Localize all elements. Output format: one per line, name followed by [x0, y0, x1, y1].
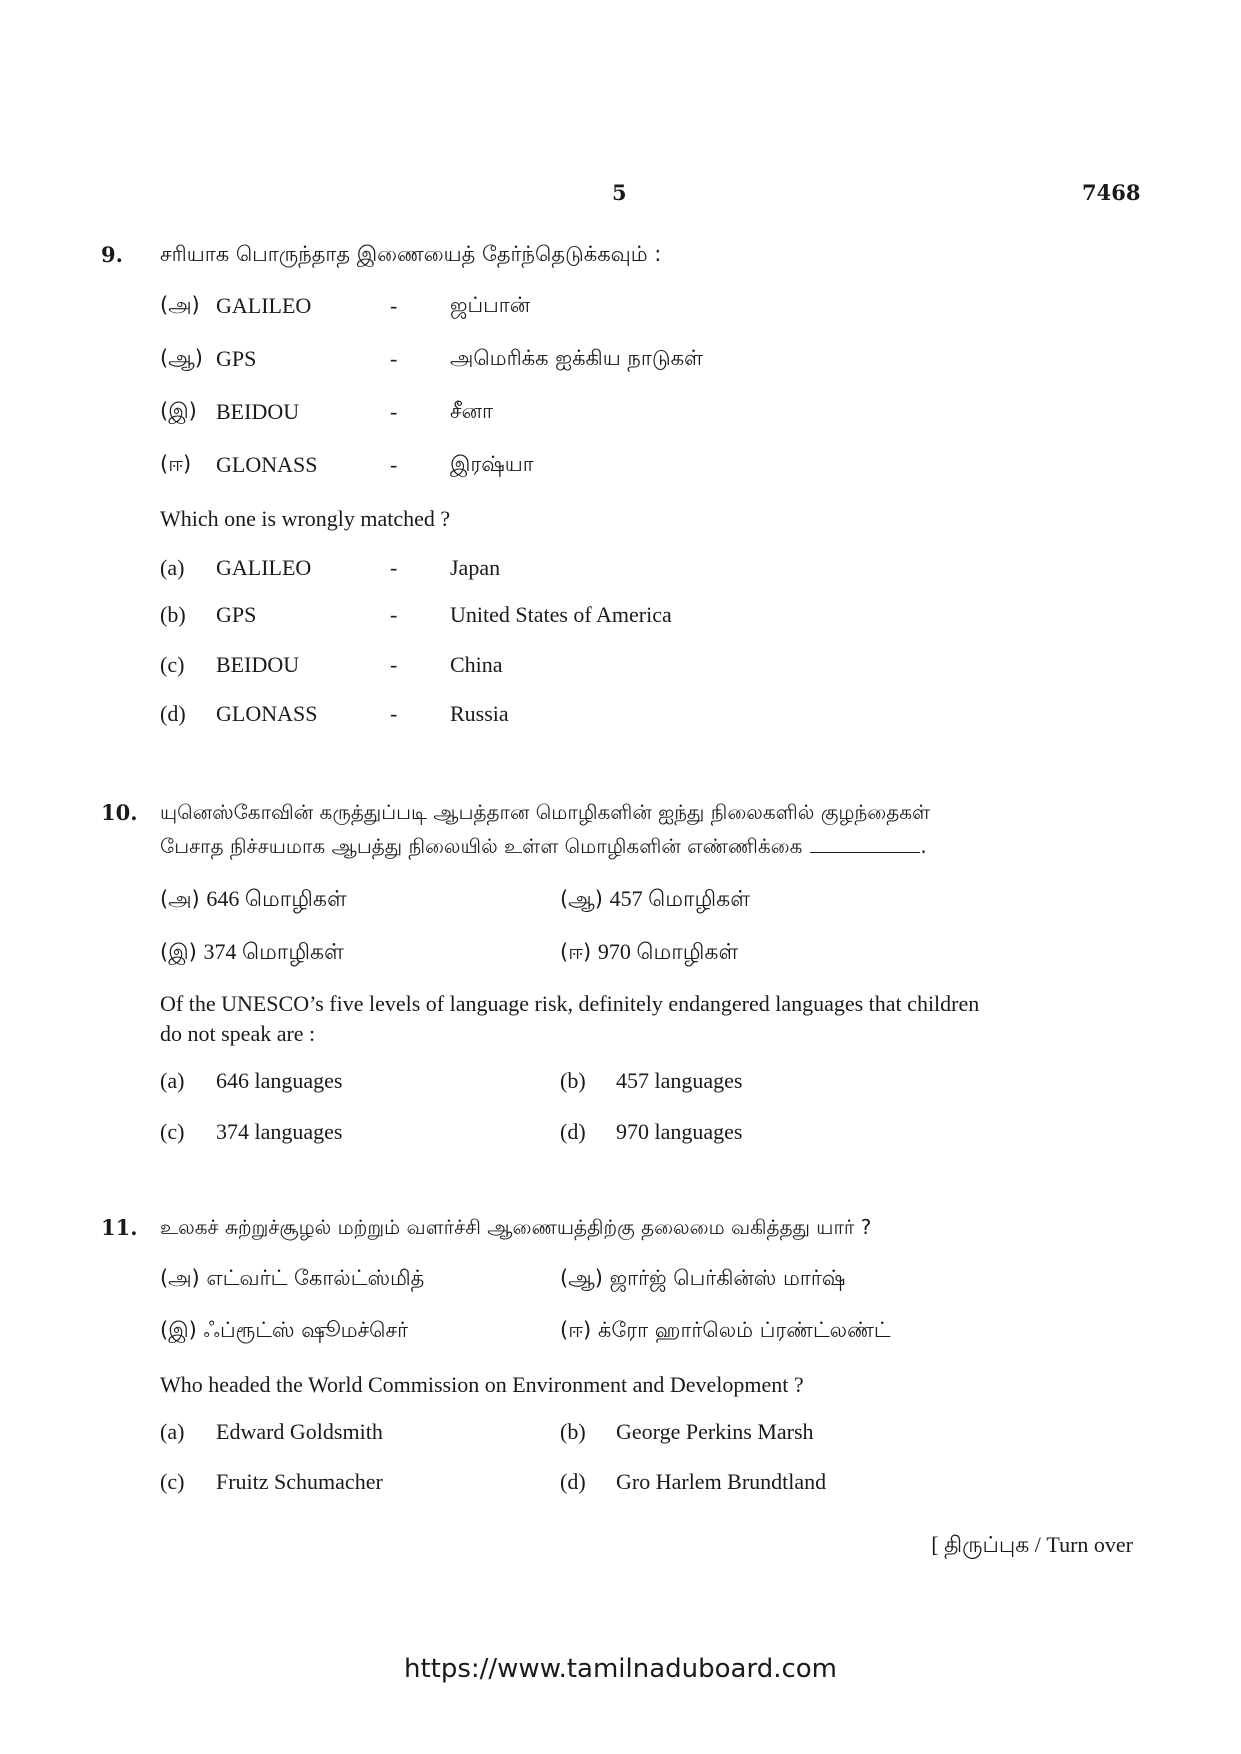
option-country: United States of America	[450, 602, 672, 627]
option-label: (a)	[160, 555, 185, 580]
option-item	[160, 886, 347, 915]
answer-blank	[810, 852, 920, 853]
question-text-english-line1: Of the UNESCO’s five levels of language risk, definitely endangered languages that children	[160, 991, 980, 1016]
question-text-english: Which one is wrongly matched ?	[160, 506, 451, 531]
option-item	[560, 939, 738, 968]
question-text-english-line2: do not speak are :	[160, 1021, 316, 1046]
option-text: 457 மொழிகள்	[609, 886, 751, 911]
option-label: (அ)	[160, 1266, 200, 1290]
option-country: சீனா	[450, 399, 493, 423]
option-country: ஜப்பான்	[450, 293, 531, 317]
option-label: (d)	[560, 1119, 586, 1144]
question-number: 9.	[101, 242, 123, 267]
page-number: 5	[612, 180, 627, 205]
question-number: 10.	[101, 800, 138, 825]
option-dash: -	[390, 346, 398, 371]
option-dash: -	[390, 399, 398, 424]
option-country: Japan	[450, 555, 501, 580]
option-label: (அ)	[160, 293, 200, 317]
option-label: (b)	[160, 602, 186, 627]
option-name: GALILEO	[216, 555, 312, 580]
option-label: (ஈ)	[560, 1318, 592, 1342]
question-text-tamil-line2-text: பேசாத நிச்சயமாக ஆபத்து நிலையில் உள்ள மொழிகளின் எண்ணிக்கை	[160, 834, 803, 858]
option-text: 646 மொழிகள்	[206, 886, 347, 911]
option-dash: -	[390, 602, 398, 627]
option-dash: -	[390, 555, 398, 580]
option-label: (b)	[560, 1419, 586, 1444]
option-label: (இ)	[160, 1318, 197, 1342]
option-text: ஜார்ஜ் பெர்கின்ஸ் மார்ஷ்	[609, 1266, 846, 1290]
option-row	[160, 652, 860, 682]
option-item	[160, 1119, 480, 1149]
option-text: க்ரோ ஹார்லெம் ப்ரண்ட்லண்ட்	[597, 1318, 891, 1342]
option-item	[560, 1318, 891, 1345]
paper-code: 7468	[1082, 180, 1141, 205]
option-text: Edward Goldsmith	[216, 1419, 383, 1444]
option-item	[160, 1318, 408, 1345]
option-item	[160, 1266, 424, 1293]
option-text: 374 மொழிகள்	[203, 939, 344, 964]
option-country: Russia	[450, 701, 509, 726]
option-country: அமெரிக்க ஐக்கிய நாடுகள்	[450, 346, 703, 370]
option-label: (a)	[160, 1068, 185, 1093]
option-name: BEIDOU	[216, 399, 300, 424]
option-label: (ஈ)	[560, 940, 592, 964]
option-row	[160, 701, 860, 731]
option-country: China	[450, 652, 503, 677]
question-text-tamil: சரியாக பொருந்தாத இணையைத் தேர்ந்தெடுக்கவும் :	[160, 242, 662, 266]
option-text: Gro Harlem Brundtland	[616, 1469, 827, 1494]
option-dash: -	[390, 293, 398, 318]
option-name: GLONASS	[216, 452, 318, 477]
option-item	[560, 886, 750, 915]
question-end-period: .	[920, 834, 927, 858]
option-text: 457 languages	[616, 1068, 743, 1093]
option-item	[160, 939, 344, 968]
question-text-tamil: உலகச் சுற்றுச்சூழல் மற்றும் வளர்ச்சி ஆணையத்திற்கு தலைமை வகித்தது யார் ?	[160, 1215, 872, 1239]
option-label: (இ)	[160, 399, 197, 423]
question-number: 11.	[101, 1215, 138, 1240]
option-name: BEIDOU	[216, 652, 300, 677]
option-text: 970 languages	[616, 1119, 743, 1144]
option-country: இரஷ்யா	[450, 452, 534, 476]
option-text: ஃப்ரூட்ஸ் ஷூமச்செர்	[203, 1318, 409, 1342]
option-row	[160, 452, 860, 482]
option-text: 374 languages	[216, 1119, 343, 1144]
option-label: (c)	[160, 1119, 185, 1144]
turn-over-note: [ திருப்புக / Turn over	[931, 1532, 1133, 1557]
question-text-english: Who headed the World Commission on Environment and Development ?	[160, 1372, 804, 1397]
option-text: 970 மொழிகள்	[597, 939, 739, 964]
option-text: Fruitz Schumacher	[216, 1469, 383, 1494]
option-row	[160, 399, 860, 429]
option-label: (ஆ)	[160, 346, 203, 370]
option-row	[160, 555, 860, 585]
option-label: (c)	[160, 652, 185, 677]
option-label: (ஆ)	[560, 887, 603, 911]
option-dash: -	[390, 652, 398, 677]
option-item	[560, 1419, 940, 1449]
option-label: (அ)	[160, 887, 200, 911]
option-name: GPS	[216, 346, 257, 371]
option-label: (இ)	[160, 940, 197, 964]
option-row	[160, 346, 860, 376]
option-item	[160, 1469, 540, 1499]
option-name: GLONASS	[216, 701, 318, 726]
option-item	[560, 1068, 880, 1098]
option-label: (d)	[160, 701, 186, 726]
option-label: (ஆ)	[560, 1266, 603, 1290]
option-row	[160, 602, 860, 632]
option-label: (a)	[160, 1419, 185, 1444]
option-label: (c)	[160, 1469, 185, 1494]
option-row	[160, 293, 860, 323]
option-label: (b)	[560, 1068, 586, 1093]
option-text: George Perkins Marsh	[616, 1419, 814, 1444]
footer-url: https://www.tamilnaduboard.com	[403, 1654, 838, 1684]
option-text: எட்வர்ட் கோல்ட்ஸ்மித்	[206, 1266, 425, 1290]
option-item	[560, 1266, 845, 1293]
option-label: (d)	[560, 1469, 586, 1494]
option-item	[560, 1469, 940, 1499]
option-item	[160, 1068, 480, 1098]
option-dash: -	[390, 701, 398, 726]
question-text-tamil-line2	[160, 834, 927, 861]
option-item	[160, 1419, 540, 1449]
option-name: GALILEO	[216, 293, 312, 318]
option-text: 646 languages	[216, 1068, 343, 1093]
option-dash: -	[390, 452, 398, 477]
option-label: (ஈ)	[160, 452, 192, 476]
option-item	[560, 1119, 880, 1149]
question-text-tamil-line1: யுனெஸ்கோவின் கருத்துப்படி ஆபத்தான மொழிகளின் ஐந்து நிலைகளில் குழந்தைகள்	[160, 800, 931, 824]
option-name: GPS	[216, 602, 257, 627]
